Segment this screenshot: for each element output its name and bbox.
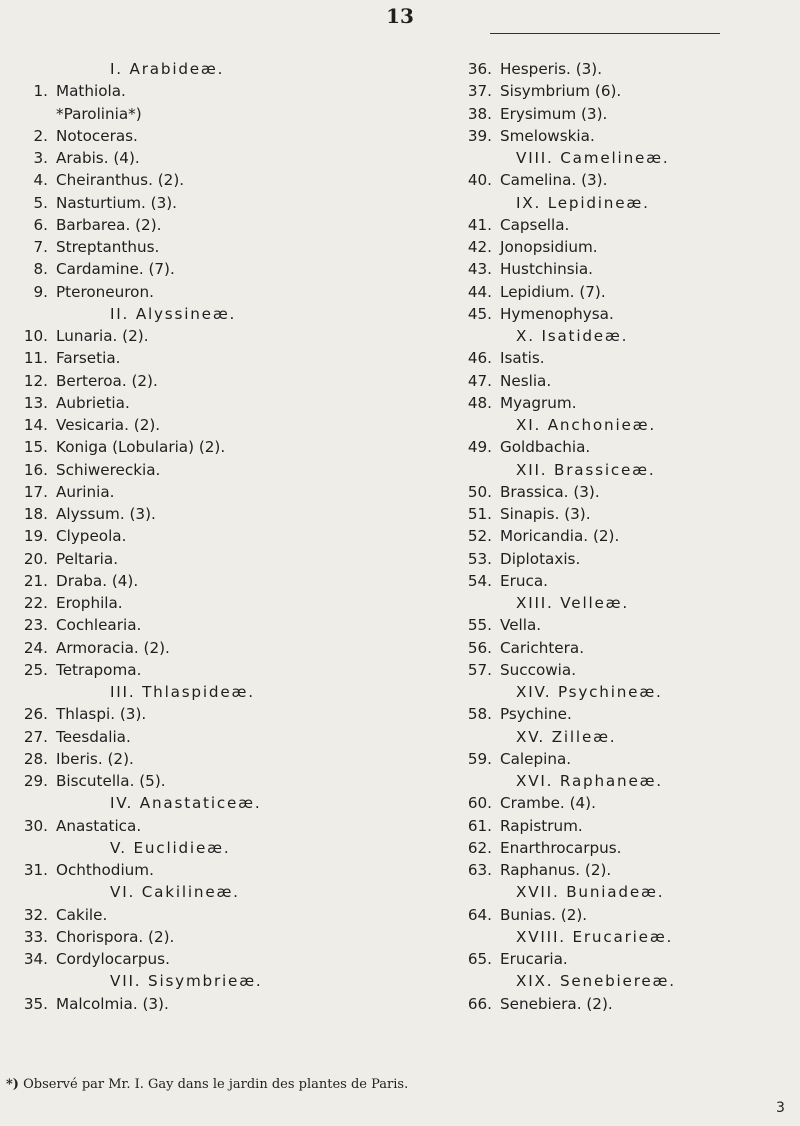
entry-number: 54. (467, 571, 492, 590)
genus-name: Nasturtium. (3). (56, 193, 177, 212)
genus-name: Aubrietia. (56, 393, 130, 412)
genus-entry (452, 815, 782, 837)
genus-name: Lepidium. (7). (500, 282, 606, 301)
genus-name: Crambe. (4). (500, 794, 596, 813)
genus-name: Succowia. (500, 660, 577, 679)
entry-number: 24. (23, 638, 48, 657)
entry-number: 40. (467, 171, 492, 190)
entry-number: 51. (467, 505, 492, 523)
genus-entry (8, 169, 338, 191)
genus-name: Rapistrum. (500, 816, 583, 835)
genus-entry (452, 214, 782, 236)
tribe-heading: II. Alyssineæ. (110, 304, 237, 323)
entry-number: 11. (23, 349, 48, 368)
tribe-heading: XIII. Velleæ. (516, 594, 629, 612)
genus-entry (452, 347, 782, 369)
genus-entry (452, 303, 782, 325)
entry-number: 43. (467, 260, 492, 279)
entry-number: 38. (467, 104, 492, 123)
entry-number: 18. (23, 505, 48, 523)
genus-name: Erysimum (3). (500, 104, 608, 123)
genus-entry (452, 58, 782, 80)
entry-number: 58. (467, 705, 492, 724)
genus-name: Hymenophysa. (500, 304, 614, 323)
entry-number: 35. (23, 994, 48, 1013)
entry-number: 2. (33, 126, 48, 145)
tribe-heading: III. Thlaspideæ. (110, 683, 255, 701)
entry-number: 6. (33, 215, 48, 234)
entry-number: 55. (467, 616, 492, 635)
genus-name: Schiwereckia. (56, 460, 161, 479)
footnote (6, 1077, 408, 1092)
genus-name: Barbarea. (2). (56, 215, 162, 234)
genus-entry (452, 859, 782, 881)
genus-entry (8, 192, 338, 214)
tribe-heading: XV. Zilleæ. (516, 727, 617, 746)
genus-name: Brassica. (3). (500, 482, 600, 501)
genus-entry (452, 837, 782, 859)
genus-name: Alyssum. (3). (56, 505, 156, 523)
genus-entry (8, 926, 338, 948)
genus-entry (8, 503, 338, 525)
tribe-heading: XIV. Psychineæ. (516, 683, 663, 701)
tribe-heading: I. Arabideæ. (110, 60, 225, 78)
genus-entry (452, 993, 782, 1015)
genus-name: Diplotaxis. (500, 549, 581, 568)
genus-entry (452, 80, 782, 102)
genus-name: Lunaria. (2). (56, 327, 149, 345)
entry-number: 41. (467, 215, 492, 234)
entry-number: 48. (467, 393, 492, 412)
entry-number: 47. (467, 371, 492, 390)
entry-number: 15. (23, 438, 48, 457)
genus-name: Neslia. (500, 371, 552, 390)
entry-number: 25. (23, 660, 48, 679)
genus-entry (452, 236, 782, 258)
genus-entry (452, 614, 782, 636)
entry-number: 1. (33, 82, 48, 101)
footnote-text: Observé par Mr. I. Gay dans le jardin des plantes de Paris. (23, 1077, 409, 1092)
genus-entry (452, 792, 782, 814)
genus-name: Sisymbrium (6). (500, 82, 622, 101)
genus-name: Bunias. (2). (500, 905, 588, 924)
signature-mark: 3 (776, 1100, 785, 1116)
genus-name: Erophila. (56, 594, 123, 612)
genus-name: Vesicaria. (2). (56, 416, 161, 434)
entry-number: 20. (23, 549, 48, 568)
entry-number: 57. (467, 660, 492, 679)
genus-entry (8, 214, 338, 236)
entry-number: 66. (467, 994, 492, 1013)
genus-entry (8, 258, 338, 280)
entry-number: 33. (23, 927, 48, 946)
entry-number: 19. (23, 527, 48, 546)
tribe-heading: VII. Sisymbrieæ. (110, 972, 263, 991)
entry-number: 49. (467, 438, 492, 457)
genus-name: Ochthodium. (56, 861, 154, 879)
genus-entry (8, 347, 338, 369)
genus-name: Capsella. (500, 215, 570, 234)
footnote-mark: *) (6, 1077, 19, 1092)
genus-entry (8, 436, 338, 458)
genus-entry (8, 525, 338, 547)
entry-number: 39. (467, 126, 492, 145)
genus-name: Cardamine. (7). (56, 260, 175, 279)
entry-number: 3. (33, 149, 48, 167)
genus-name: Berteroa. (2). (56, 371, 158, 390)
genus-entry (452, 103, 782, 125)
entry-number: 32. (23, 905, 48, 924)
genus-entry (452, 904, 782, 926)
genus-entry (8, 125, 338, 147)
entry-number: 7. (33, 238, 48, 256)
entry-number: 61. (467, 816, 492, 835)
genus-entry (8, 570, 338, 592)
genus-entry (8, 748, 338, 770)
tribe-heading: IX. Lepidineæ. (516, 193, 650, 212)
entry-number: 56. (467, 638, 492, 657)
genus-entry (8, 726, 338, 748)
genus-entry (452, 703, 782, 725)
genus-entry (8, 659, 338, 681)
entry-number: 52. (467, 527, 492, 546)
genus-name: Hesperis. (3). (500, 60, 603, 78)
entry-number: 17. (23, 482, 48, 501)
entry-number: 64. (467, 905, 492, 924)
left-column (8, 58, 338, 1015)
genus-name: Armoracia. (2). (56, 638, 170, 657)
genus-name: Senebiera. (2). (500, 994, 613, 1013)
entry-number: 4. (33, 171, 48, 190)
entry-number: 10. (23, 327, 48, 345)
genus-entry (452, 370, 782, 392)
tribe-heading: XVI. Raphaneæ. (516, 772, 663, 790)
genus-entry (8, 325, 338, 347)
genus-entry (452, 503, 782, 525)
genus-name: Mathiola. (56, 82, 126, 101)
entry-number: 28. (23, 749, 48, 768)
genus-entry (452, 570, 782, 592)
genus-name: Peltaria. (56, 549, 119, 568)
genus-name: Smelowskia. (500, 126, 595, 145)
entry-number: 50. (467, 482, 492, 501)
genus-name: Iberis. (2). (56, 749, 134, 768)
genus-name: Farsetia. (56, 349, 121, 368)
genus-entry (452, 281, 782, 303)
genus-entry (8, 859, 338, 881)
genus-entry (452, 125, 782, 147)
entry-number: 53. (467, 549, 492, 568)
entry-number: 14. (23, 416, 48, 434)
entry-number: 37. (467, 82, 492, 101)
starred-entry: *Parolinia*) (56, 104, 142, 123)
genus-entry (452, 392, 782, 414)
genus-name: Camelina. (3). (500, 171, 608, 190)
genus-entry (452, 548, 782, 570)
genus-entry (8, 236, 338, 258)
tribe-heading: XII. Brassiceæ. (516, 460, 656, 479)
genus-entry (8, 392, 338, 414)
genus-entry (8, 281, 338, 303)
genus-entry (8, 770, 338, 792)
genus-name: Enarthrocarpus. (500, 838, 622, 857)
genus-entry (8, 815, 338, 837)
genus-entry (8, 80, 338, 102)
genus-entry (452, 258, 782, 280)
genus-entry (452, 637, 782, 659)
genus-name: Aurinia. (56, 482, 115, 501)
entry-number: 34. (23, 950, 48, 968)
genus-name: Arabis. (4). (56, 149, 140, 167)
entry-number: 42. (467, 238, 492, 256)
entry-number: 23. (23, 616, 48, 635)
genus-entry (452, 481, 782, 503)
entry-number: 13. (23, 393, 48, 412)
genus-entry (452, 659, 782, 681)
genus-name: Erucaria. (500, 950, 568, 968)
entry-number: 62. (467, 838, 492, 857)
genus-entry (8, 459, 338, 481)
entry-number: 5. (33, 193, 48, 212)
header-rule (490, 33, 720, 34)
entry-number: 63. (467, 861, 492, 879)
entry-number: 16. (23, 460, 48, 479)
genus-entry (8, 370, 338, 392)
entry-number: 27. (23, 727, 48, 746)
entry-number: 21. (23, 571, 48, 590)
genus-entry (452, 525, 782, 547)
genus-entry (452, 748, 782, 770)
entry-number: 45. (467, 304, 492, 323)
genus-name: Isatis. (500, 349, 545, 368)
genus-name: Cakile. (56, 905, 108, 924)
genus-name: Chorispora. (2). (56, 927, 175, 946)
entry-number: 29. (23, 772, 48, 790)
entry-number: 31. (23, 861, 48, 879)
genus-name: Cochlearia. (56, 616, 142, 635)
genus-entry (8, 993, 338, 1015)
genus-name: Anastatica. (56, 816, 142, 835)
tribe-heading: XVIII. Erucarieæ. (516, 927, 674, 946)
tribe-heading: XI. Anchonieæ. (516, 416, 656, 434)
entry-number: 59. (467, 749, 492, 768)
genus-name: Goldbachia. (500, 438, 591, 457)
genus-entry (452, 169, 782, 191)
entry-number: 22. (23, 594, 48, 612)
genus-name: Psychine. (500, 705, 572, 724)
genus-entry (452, 436, 782, 458)
genus-name: Cheiranthus. (2). (56, 171, 185, 190)
genus-name: Draba. (4). (56, 571, 139, 590)
genus-entry (8, 147, 338, 169)
genus-name: Notoceras. (56, 126, 138, 145)
genus-entry (8, 592, 338, 614)
tribe-heading: X. Isatideæ. (516, 327, 629, 345)
tribe-heading: IV. Anastaticeæ. (110, 794, 262, 813)
genus-entry (8, 614, 338, 636)
genus-name: Eruca. (500, 571, 548, 590)
entry-number: 44. (467, 282, 492, 301)
genus-name: Malcolmia. (3). (56, 994, 169, 1013)
genus-name: Koniga (Lobularia) (2). (56, 438, 226, 457)
entry-number: 26. (23, 705, 48, 724)
genus-entry (8, 414, 338, 436)
tribe-heading: XVII. Buniadeæ. (516, 883, 665, 902)
tribe-heading: XIX. Senebiereæ. (516, 972, 676, 991)
entry-number: 60. (467, 794, 492, 813)
entry-number: 36. (467, 60, 492, 78)
genus-name: Myagrum. (500, 393, 577, 412)
genus-entry (8, 948, 338, 970)
genus-name: Sinapis. (3). (500, 505, 591, 523)
genus-name: Vella. (500, 616, 542, 635)
genus-name: Streptanthus. (56, 238, 160, 256)
genus-entry (452, 948, 782, 970)
genus-entry (8, 481, 338, 503)
genus-name: Tetrapoma. (56, 660, 142, 679)
genus-name: Moricandia. (2). (500, 527, 620, 546)
entry-number: 65. (467, 950, 492, 968)
genus-name: Biscutella. (5). (56, 772, 166, 790)
entry-number: 12. (23, 371, 48, 390)
tribe-heading: VIII. Camelineæ. (516, 149, 670, 167)
genus-name: Hustchinsia. (500, 260, 594, 279)
genus-name: Jonopsidium. (500, 238, 598, 256)
genus-name: Thlaspi. (3). (56, 705, 147, 724)
tribe-heading: VI. Cakilineæ. (110, 883, 240, 902)
entry-number: 8. (33, 260, 48, 279)
genus-name: Teesdalia. (56, 727, 131, 746)
page-number: 13 (386, 4, 414, 28)
genus-name: Cordylocarpus. (56, 950, 170, 968)
genus-name: Raphanus. (2). (500, 861, 612, 879)
genus-name: Clypeola. (56, 527, 127, 546)
entry-number: 9. (33, 282, 48, 301)
genus-entry (8, 637, 338, 659)
genus-name: Calepina. (500, 749, 572, 768)
tribe-heading: V. Euclidieæ. (110, 838, 231, 857)
right-column (452, 58, 782, 1015)
genus-name: Pteroneuron. (56, 282, 154, 301)
genus-entry (8, 548, 338, 570)
genus-entry (8, 904, 338, 926)
genus-entry (8, 703, 338, 725)
entry-number: 30. (23, 816, 48, 835)
genus-name: Carichtera. (500, 638, 585, 657)
entry-number: 46. (467, 349, 492, 368)
